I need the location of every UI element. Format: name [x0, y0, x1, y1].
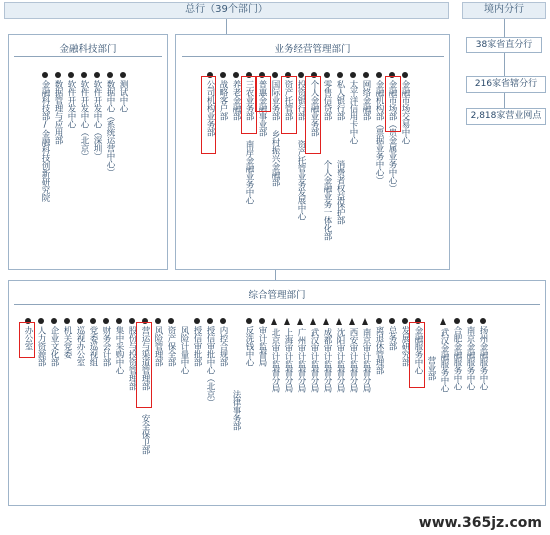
general-item: 成都审计监督分局	[322, 328, 332, 392]
business-subitem: 消费者权益保护部	[335, 160, 345, 224]
general-item: 巡视办公室	[75, 326, 85, 366]
general-item: 扬州金融服务中心	[478, 326, 488, 390]
business-subitem: 资产托管业务发展中心	[296, 140, 306, 220]
business-item: 投资银行部	[296, 80, 306, 120]
general-dot	[389, 318, 395, 324]
general-dot	[116, 318, 122, 324]
fintech-title-rule	[14, 56, 162, 57]
general-item: 机关党委	[62, 326, 72, 358]
general-item: 集中采购中心	[114, 326, 124, 374]
general-dot	[467, 318, 473, 324]
business-dot	[272, 72, 278, 78]
business-title-rule	[182, 56, 444, 57]
business-dot	[324, 72, 330, 78]
business-item: 私人银行部	[335, 80, 345, 120]
general-dot	[259, 318, 265, 324]
general-item: 北京审计监督分局	[270, 328, 280, 392]
business-item: 太平洋信用卡中心	[348, 80, 358, 144]
highlight-box	[409, 322, 425, 388]
business-dot	[350, 72, 356, 78]
fintech-dot	[42, 72, 48, 78]
general-item: 授信审批部	[192, 326, 202, 366]
general-dot	[129, 318, 135, 324]
business-title: 业务经营管理部门	[274, 44, 351, 55]
general-dot	[155, 318, 161, 324]
general-item: 武汉金融服务中心	[439, 328, 449, 392]
business-item: 金融市场交易中心	[400, 80, 410, 144]
fintech-item: 测试中心	[118, 80, 128, 112]
sub-bureau-triangle	[271, 318, 277, 325]
business-dot	[337, 72, 343, 78]
general-dot	[38, 318, 44, 324]
general-item: 离退休管理部	[374, 326, 384, 374]
general-dot	[207, 318, 213, 324]
head-office-header: 总行（39个部门）	[4, 2, 449, 19]
general-item: 企业文化部	[49, 326, 59, 366]
general-item: 上海审计监督分局	[283, 328, 293, 392]
business-item: 三农业务部	[244, 80, 254, 120]
general-dot	[194, 318, 200, 324]
business-item: 资产托管部	[283, 80, 293, 120]
general-item: 审计监督局	[257, 326, 267, 366]
general-item: 内控合规部	[218, 326, 228, 366]
fintech-item: 数据管理与应用部	[53, 80, 63, 144]
general-dot	[480, 318, 486, 324]
general-item: 总务部	[387, 326, 397, 350]
highlight-box	[385, 76, 401, 132]
fintech-item: 金融科技部/金融科技创新研究院	[40, 80, 50, 202]
fintech-dot	[94, 72, 100, 78]
business-dot	[376, 72, 382, 78]
business-item: 战略客户部	[218, 80, 228, 120]
sub-bureau-triangle	[284, 318, 290, 325]
general-dot	[220, 318, 226, 324]
connector-line	[226, 19, 227, 34]
general-item: 财务会计部	[101, 326, 111, 366]
general-item: 股份与投资管理部	[127, 326, 137, 390]
highlight-box	[19, 322, 35, 358]
business-item: 金融市场部（贵金属业务中心）	[387, 80, 397, 192]
business-subitem: 个人金融业务一体化部	[322, 160, 332, 240]
branch-prefecture: 216家省辖分行	[466, 76, 546, 93]
business-dot	[233, 72, 239, 78]
fintech-item: 数据中心（系统运营中心）	[105, 80, 115, 176]
general-item: 南京金融服务中心	[465, 326, 475, 390]
general-dot	[376, 318, 382, 324]
business-item: 公司机构业务部	[205, 80, 215, 136]
fintech-dot	[120, 72, 126, 78]
general-dot	[246, 318, 252, 324]
highlight-box	[136, 322, 152, 408]
highlight-box	[305, 76, 321, 154]
general-dot	[402, 318, 408, 324]
general-item: 发展研究部	[400, 326, 410, 366]
general-item: 西安审计监督分局	[348, 328, 358, 392]
general-dot	[77, 318, 83, 324]
business-subitem: 乡村振兴金融部	[270, 130, 280, 186]
fintech-item: 软件开发中心（深圳）	[92, 80, 102, 160]
watermark: www.365jz.com	[418, 515, 542, 531]
sub-bureau-triangle	[336, 318, 342, 325]
business-item: 金融机构部（票据业务中心）	[374, 80, 384, 184]
general-dot	[454, 318, 460, 324]
business-subitem: 南岸金融业务中心	[244, 140, 254, 204]
general-item: 广州审计监督分局	[296, 328, 306, 392]
business-item: 个人金融业务部	[309, 80, 319, 136]
connector-line	[504, 19, 505, 37]
general-dot	[64, 318, 70, 324]
general-subitem: 法律事务部	[231, 390, 241, 430]
general-dot	[103, 318, 109, 324]
sub-bureau-triangle	[362, 318, 368, 325]
highlight-box	[281, 76, 297, 134]
general-item: 党委巡视组	[88, 326, 98, 366]
general-item: 南京审计监督分局	[361, 328, 371, 392]
highlight-box	[255, 76, 271, 112]
general-item: 营运与渠道管理部	[140, 326, 150, 390]
business-item: 网络金融部	[361, 80, 371, 120]
general-item: 合肥金融服务中心	[452, 326, 462, 390]
general-item: 资产保全部	[166, 326, 176, 366]
general-subitem: 营业部	[426, 356, 436, 380]
general-section	[8, 280, 546, 506]
general-item: 办公室	[23, 326, 33, 350]
business-item: 国际业务部	[270, 80, 280, 120]
business-dot	[402, 72, 408, 78]
general-dot	[51, 318, 57, 324]
fintech-dot	[107, 72, 113, 78]
business-item: 零售信贷部	[322, 80, 332, 120]
general-item: 风险管理部	[153, 326, 163, 366]
sub-bureau-triangle	[323, 318, 329, 325]
fintech-dot	[68, 72, 74, 78]
fintech-dot	[81, 72, 87, 78]
business-dot	[220, 72, 226, 78]
general-item: 金融服务中心	[413, 326, 423, 374]
general-item: 武汉审计监督分局	[309, 328, 319, 392]
fintech-item: 软件开发中心（北京）	[79, 80, 89, 160]
business-dot	[298, 72, 304, 78]
fintech-title: 金融科技部门	[59, 44, 117, 55]
branch-outlets: 2,818家营业网点	[466, 108, 546, 125]
business-item: 养老金融部	[231, 80, 241, 120]
general-item: 沈阳审计监督分局	[335, 328, 345, 392]
connector-line	[504, 53, 505, 76]
fintech-dot	[55, 72, 61, 78]
fintech-item: 软件开发中心	[66, 80, 76, 128]
general-dot	[90, 318, 96, 324]
connector-line	[275, 270, 276, 280]
general-item: 反洗钱中心	[244, 326, 254, 366]
domestic-branches-header: 境内分行	[462, 2, 546, 19]
branch-provincial: 38家省直分行	[466, 37, 542, 53]
general-dot	[168, 318, 174, 324]
sub-center-triangle	[440, 318, 446, 325]
sub-bureau-triangle	[349, 318, 355, 325]
connector-line	[504, 93, 505, 108]
general-title-rule	[14, 304, 540, 305]
sub-bureau-triangle	[310, 318, 316, 325]
general-subitem: 安全保卫部	[140, 414, 150, 454]
general-title: 综合管理部门	[248, 290, 306, 301]
highlight-box	[201, 76, 216, 154]
general-item: 人力资源部	[36, 326, 46, 366]
general-item: 授信审批中心（北京）	[205, 326, 215, 406]
business-dot	[363, 72, 369, 78]
general-subitem: 风险计量中心	[179, 326, 189, 374]
sub-bureau-triangle	[297, 318, 303, 325]
business-item: 普惠金融事业部	[257, 80, 267, 136]
